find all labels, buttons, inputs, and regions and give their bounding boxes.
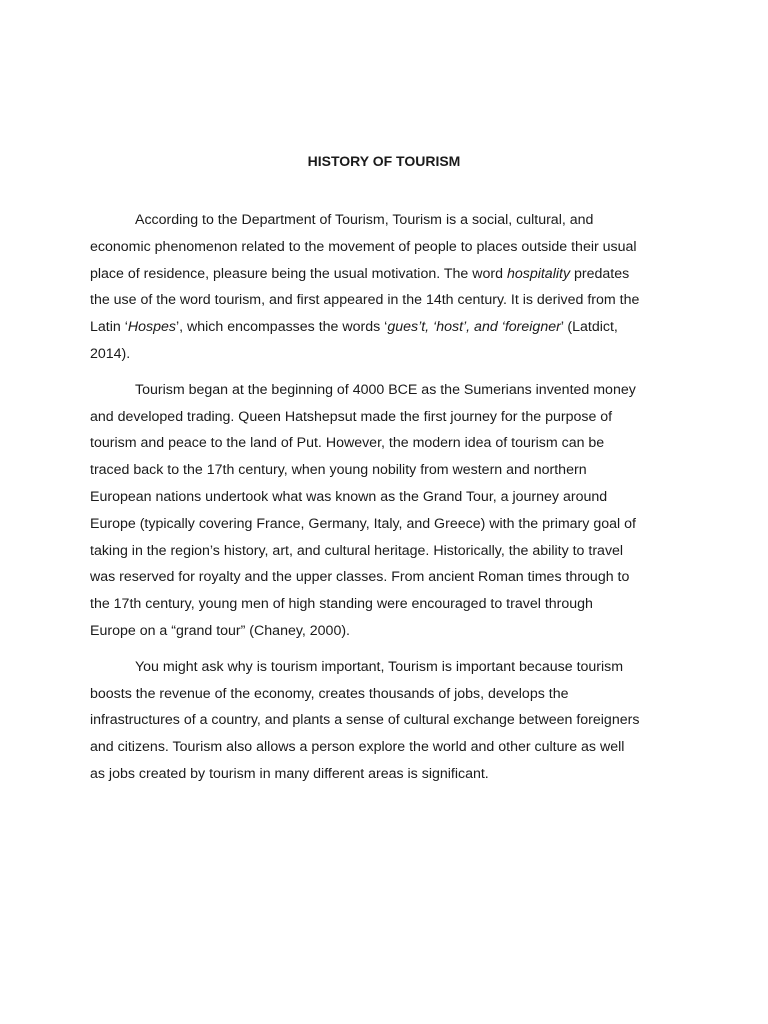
text-run: tourism and peace to the land of Put. However, the modern idea of tourism can be	[90, 435, 605, 452]
text-line	[90, 341, 678, 368]
text-run: the use of the word tourism, and first appeared in the 14th century. It is derived from the	[90, 292, 640, 309]
text-run: ’, which encompasses the words ‘	[175, 319, 388, 336]
document-title: HISTORY OF TOURISM	[307, 153, 461, 169]
text-run: Tourism began at the beginning of 4000 BCE as the Sumerians invented money	[135, 381, 636, 398]
text-line	[90, 511, 678, 538]
text-run: According to the Department of Tourism, Tourism is a social, cultural, and	[135, 212, 594, 228]
text-run: infrastructures of a country, and plants a sense of cultural exchange between foreigners	[90, 712, 640, 729]
text-line	[90, 591, 678, 618]
text-run: Latin ‘	[90, 319, 128, 336]
text-line	[90, 564, 678, 591]
text-line	[90, 234, 678, 261]
paragraph	[90, 654, 678, 788]
paragraph	[90, 207, 678, 368]
text-run: predates	[570, 265, 630, 282]
text-line	[90, 261, 678, 288]
document-body	[90, 207, 678, 797]
text-line	[90, 314, 678, 341]
text-line	[90, 430, 678, 457]
text-run: ’ (Latdict,	[560, 319, 618, 336]
text-line	[90, 377, 678, 404]
paragraph	[90, 377, 678, 645]
text-line	[90, 654, 678, 681]
text-run: You might ask why is tourism important, Tourism is important because tourism	[135, 658, 624, 675]
text-line	[90, 484, 678, 511]
text-run: taking in the region’s history, art, and cultural heritage. Historically, the ability to travel	[90, 542, 624, 559]
text-line	[90, 287, 678, 314]
text-line	[90, 681, 678, 708]
text-run: as jobs created by tourism in many different areas is significant.	[90, 765, 489, 782]
text-line	[90, 207, 678, 234]
text-run: and developed trading. Queen Hatshepsut made the first journey for the purpose of	[90, 408, 613, 425]
text-line	[90, 618, 678, 645]
text-line	[90, 707, 678, 734]
text-run: and citizens. Tourism also allows a person explore the world and other culture as well	[90, 739, 625, 756]
text-run: Europe on a “grand tour” (Chaney, 2000).	[90, 622, 350, 639]
text-line	[90, 734, 678, 761]
text-run: economic phenomenon related to the movement of people to places outside their usual	[90, 238, 637, 255]
text-run: place of residence, pleasure being the usual motivation. The word	[90, 265, 507, 282]
text-run: the 17th century, young men of high standing were encouraged to travel through	[90, 596, 593, 613]
italic-text: hospitality	[506, 265, 571, 282]
italic-text: gues’t, ‘host’, and ‘foreigner	[387, 319, 561, 336]
text-run: traced back to the 17th century, when young nobility from western and northern	[90, 462, 587, 479]
text-run: was reserved for royalty and the upper classes. From ancient Roman times through to	[90, 569, 630, 586]
text-run: European nations undertook what was known as the Grand Tour, a journey around	[90, 488, 608, 505]
text-line	[90, 457, 678, 484]
text-run: 2014).	[90, 345, 131, 362]
text-line	[90, 404, 678, 431]
italic-text: Hospes	[127, 319, 176, 336]
text-line	[90, 538, 678, 565]
text-run: Europe (typically covering France, Germany, Italy, and Greece) with the primary goal of	[90, 515, 636, 532]
text-line	[90, 761, 678, 788]
text-run: boosts the revenue of the economy, creates thousands of jobs, develops the	[90, 685, 569, 702]
